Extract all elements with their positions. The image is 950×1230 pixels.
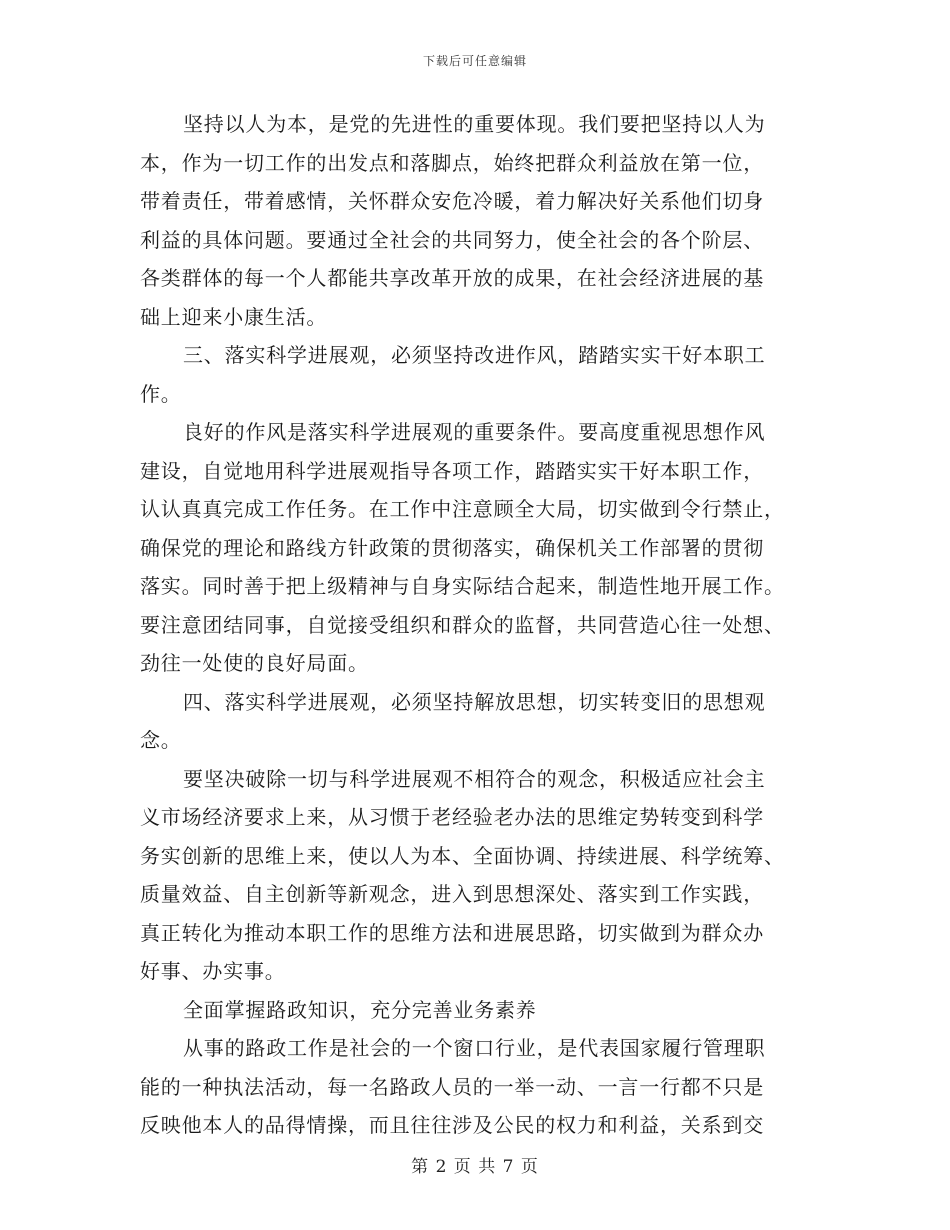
text-line: 劲往一处使的良好局面。 [140, 651, 369, 675]
text-line: 带着责任，带着感情，关怀群众安危冷暖，着力解决好关系他们切身 [140, 189, 764, 213]
text-line: 各类群体的每一个人都能共享改革开放的成果，在社会经济进展的基 [140, 266, 764, 290]
text-line: 落实。同时善于把上级精神与自身实际结合起来，制造性地开展工作。 [140, 574, 785, 598]
text-line: 要坚决破除一切与科学进展观不相符合的观念，积极适应社会主 [183, 766, 766, 791]
text-line: 义市场经济要求上来，从习惯于老经验老办法的思维定势转变到科学 [140, 805, 764, 829]
text-line: 好事、办实事。 [140, 959, 286, 983]
text-line: 从事的路政工作是社会的一个窗口行业，是代表国家履行管理职 [183, 1036, 766, 1060]
text-line: 真正转化为推动本职工作的思维方法和进展思路，切实做到为群众办 [140, 920, 764, 945]
text-line: 质量效益、自主创新等新观念，进入到思想深处、落实到工作实践， [140, 882, 764, 906]
text-line: 良好的作风是落实科学进展观的重要条件。要高度重视思想作风 [183, 420, 766, 444]
text-line: 全面掌握路政知识，充分完善业务素养 [183, 997, 537, 1022]
text-line: 坚持以人为本，是党的先进性的重要体现。我们要把坚持以人为 [183, 112, 766, 136]
page-footer: 第 2 页 共 7 页 [411, 1157, 539, 1177]
text-line: 反映他本人的品得情操，而且往往涉及公民的权力和利益，关系到交 [140, 1113, 764, 1137]
text-line: 建设，自觉地用科学进展观指导各项工作，踏踏实实干好本职工作， [140, 458, 764, 483]
text-line: 认认真真完成工作任务。在工作中注意顾全大局，切实做到令行禁止， [140, 497, 785, 521]
text-line: 念。 [140, 728, 182, 752]
text-line: 利益的具体问题。要通过全社会的共同努力，使全社会的各个阶层、 [140, 227, 764, 252]
text-line: 四、落实科学进展观，必须坚持解放思想，切实转变旧的思想观 [183, 689, 766, 714]
text-line: 能的一种执法活动，每一名路政人员的一举一动、一言一行都不只是 [140, 1074, 764, 1099]
text-line: 作。 [140, 381, 182, 406]
text-line: 三、落实科学进展观，必须坚持改进作风，踏踏实实干好本职工 [183, 343, 766, 367]
text-line: 确保党的理论和路线方针政策的贯彻落实，确保机关工作部署的贯彻 [140, 535, 764, 560]
text-line: 础上迎来小康生活。 [140, 304, 328, 329]
text-line: 本，作为一切工作的出发点和落脚点，始终把群众利益放在第一位， [140, 150, 764, 175]
text-line: 务实创新的思维上来，使以人为本、全面协调、持续进展、科学统筹、 [140, 843, 785, 868]
document-body [140, 105, 810, 1145]
text-line: 要注意团结同事，自觉接受组织和群众的监督，共同营造心往一处想、 [140, 612, 785, 637]
page-header: 下载后可任意编辑 [422, 54, 527, 68]
